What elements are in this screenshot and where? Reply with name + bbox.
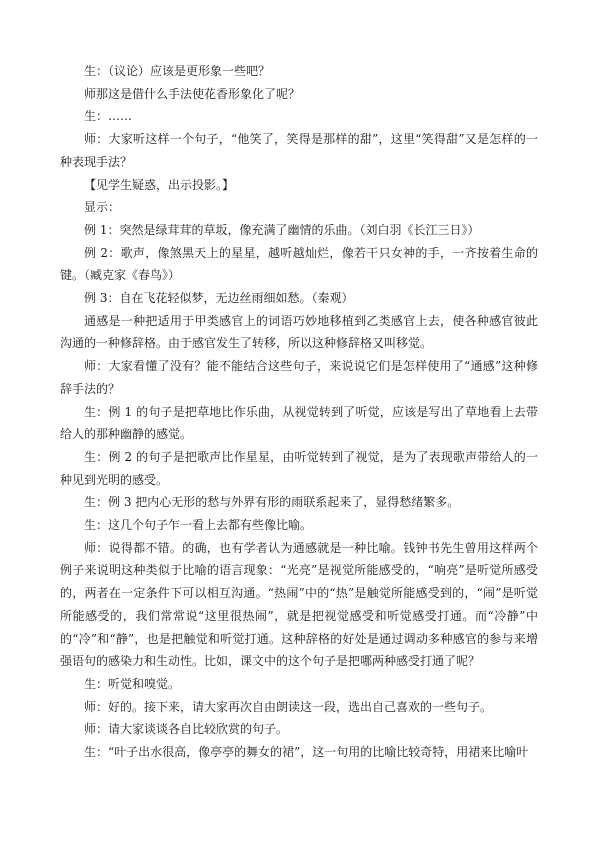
paragraph-10: 通感是一种把适用于甲类感官上的词语巧妙地移植到乙类感官上去，使各种感官彼此沟通的一种修辞格。由于感官发生了转移，所以这种修辞格又叫移觉。: [60, 313, 538, 351]
paragraph-19: 师：请大家谈谈各自比较欣赏的句子。: [84, 722, 289, 737]
paragraph-1: 生：（议论）应该是更形象一些吧？: [84, 64, 271, 78]
paragraph-14: 生：例 3 把内心无形的愁与外界有形的雨联系起来了，显得愁绪繁多。: [84, 495, 460, 510]
paragraph-6: 显示：: [84, 200, 121, 215]
paragraph-16: 师：说得都不错。的确，也有学者认为通感就是一种比喻。钱钟书先生曾用这样两个例子来说明这种类似于比喻的语言现象：“光亮”是视觉所能感受的，“响亮”是听觉所感受的，两者在一定条件下可以相互沟通。“热闹”中的“热”是触觉所能感受到的，“闹”是听觉所能感受的，我们常常说“这里很热闹”，就是把视觉感受和听觉感受打通。而“冷静”中的“冷”和“静”，也是把触觉和听觉打通。这种辞格的好处是通过调动多种感官的参与来增强语句的感染力和生动性。比如，课文中的这个句子是把哪两种感受打通了呢？: [60, 540, 538, 669]
document-body: [60, 60, 538, 764]
paragraph-8: 例 2：歌声，像煞黑天上的星星，越听越灿烂，像若干只女神的手，一齐按着生命的键。（臧克家《春鸟》）: [60, 245, 538, 283]
paragraph-20: 生：“叶子出水很高，像亭亭的舞女的裙”，这一句用的比喻比较奇特，用裙来比喻叶: [84, 745, 529, 760]
paragraph-11: 师：大家看懂了没有？能不能结合这些句子，来说说它们是怎样使用了“通感”这种修辞手法的？: [60, 359, 538, 396]
paragraph-7: 例 1：突然是绿茸茸的草坂，像充满了幽情的乐曲。（刘白羽《长江三日》）: [84, 222, 480, 237]
paragraph-17: 生：听觉和嗅觉。: [84, 676, 181, 691]
paragraph-9: 例 3：自在飞花轻似梦，无边丝雨细如愁。（秦观）: [84, 291, 354, 306]
paragraph-15: 生：这几个句子乍一看上去都有些像比喻。: [84, 518, 313, 533]
paragraph-5: 【见学生疑惑，出示投影。】: [84, 177, 235, 192]
paragraph-3: 生：……: [84, 109, 133, 124]
paragraph-18: 师：好的。接下来，请大家再次自由朗读这一段，选出自己喜欢的一些句子。: [84, 699, 493, 714]
paragraph-2: 师那这是借什么手法使花香形象化了呢？: [84, 86, 301, 101]
paragraph-12: 生：例 1 的句子是把草地比作乐曲，从视觉转到了听觉，应该是写出了草地看上去带给人的那种幽静的感觉。: [60, 404, 538, 442]
paragraph-13: 生：例 2 的句子是把歌声比作星星，由听觉转到了视觉，是为了表现歌声带给人的一种见到光明的感受。: [60, 449, 538, 487]
paragraph-4: 师：大家听这样一个句子，“他笑了，笑得是那样的甜”，这里“笑得甜”又是怎样的一种表现手法？: [60, 132, 538, 169]
